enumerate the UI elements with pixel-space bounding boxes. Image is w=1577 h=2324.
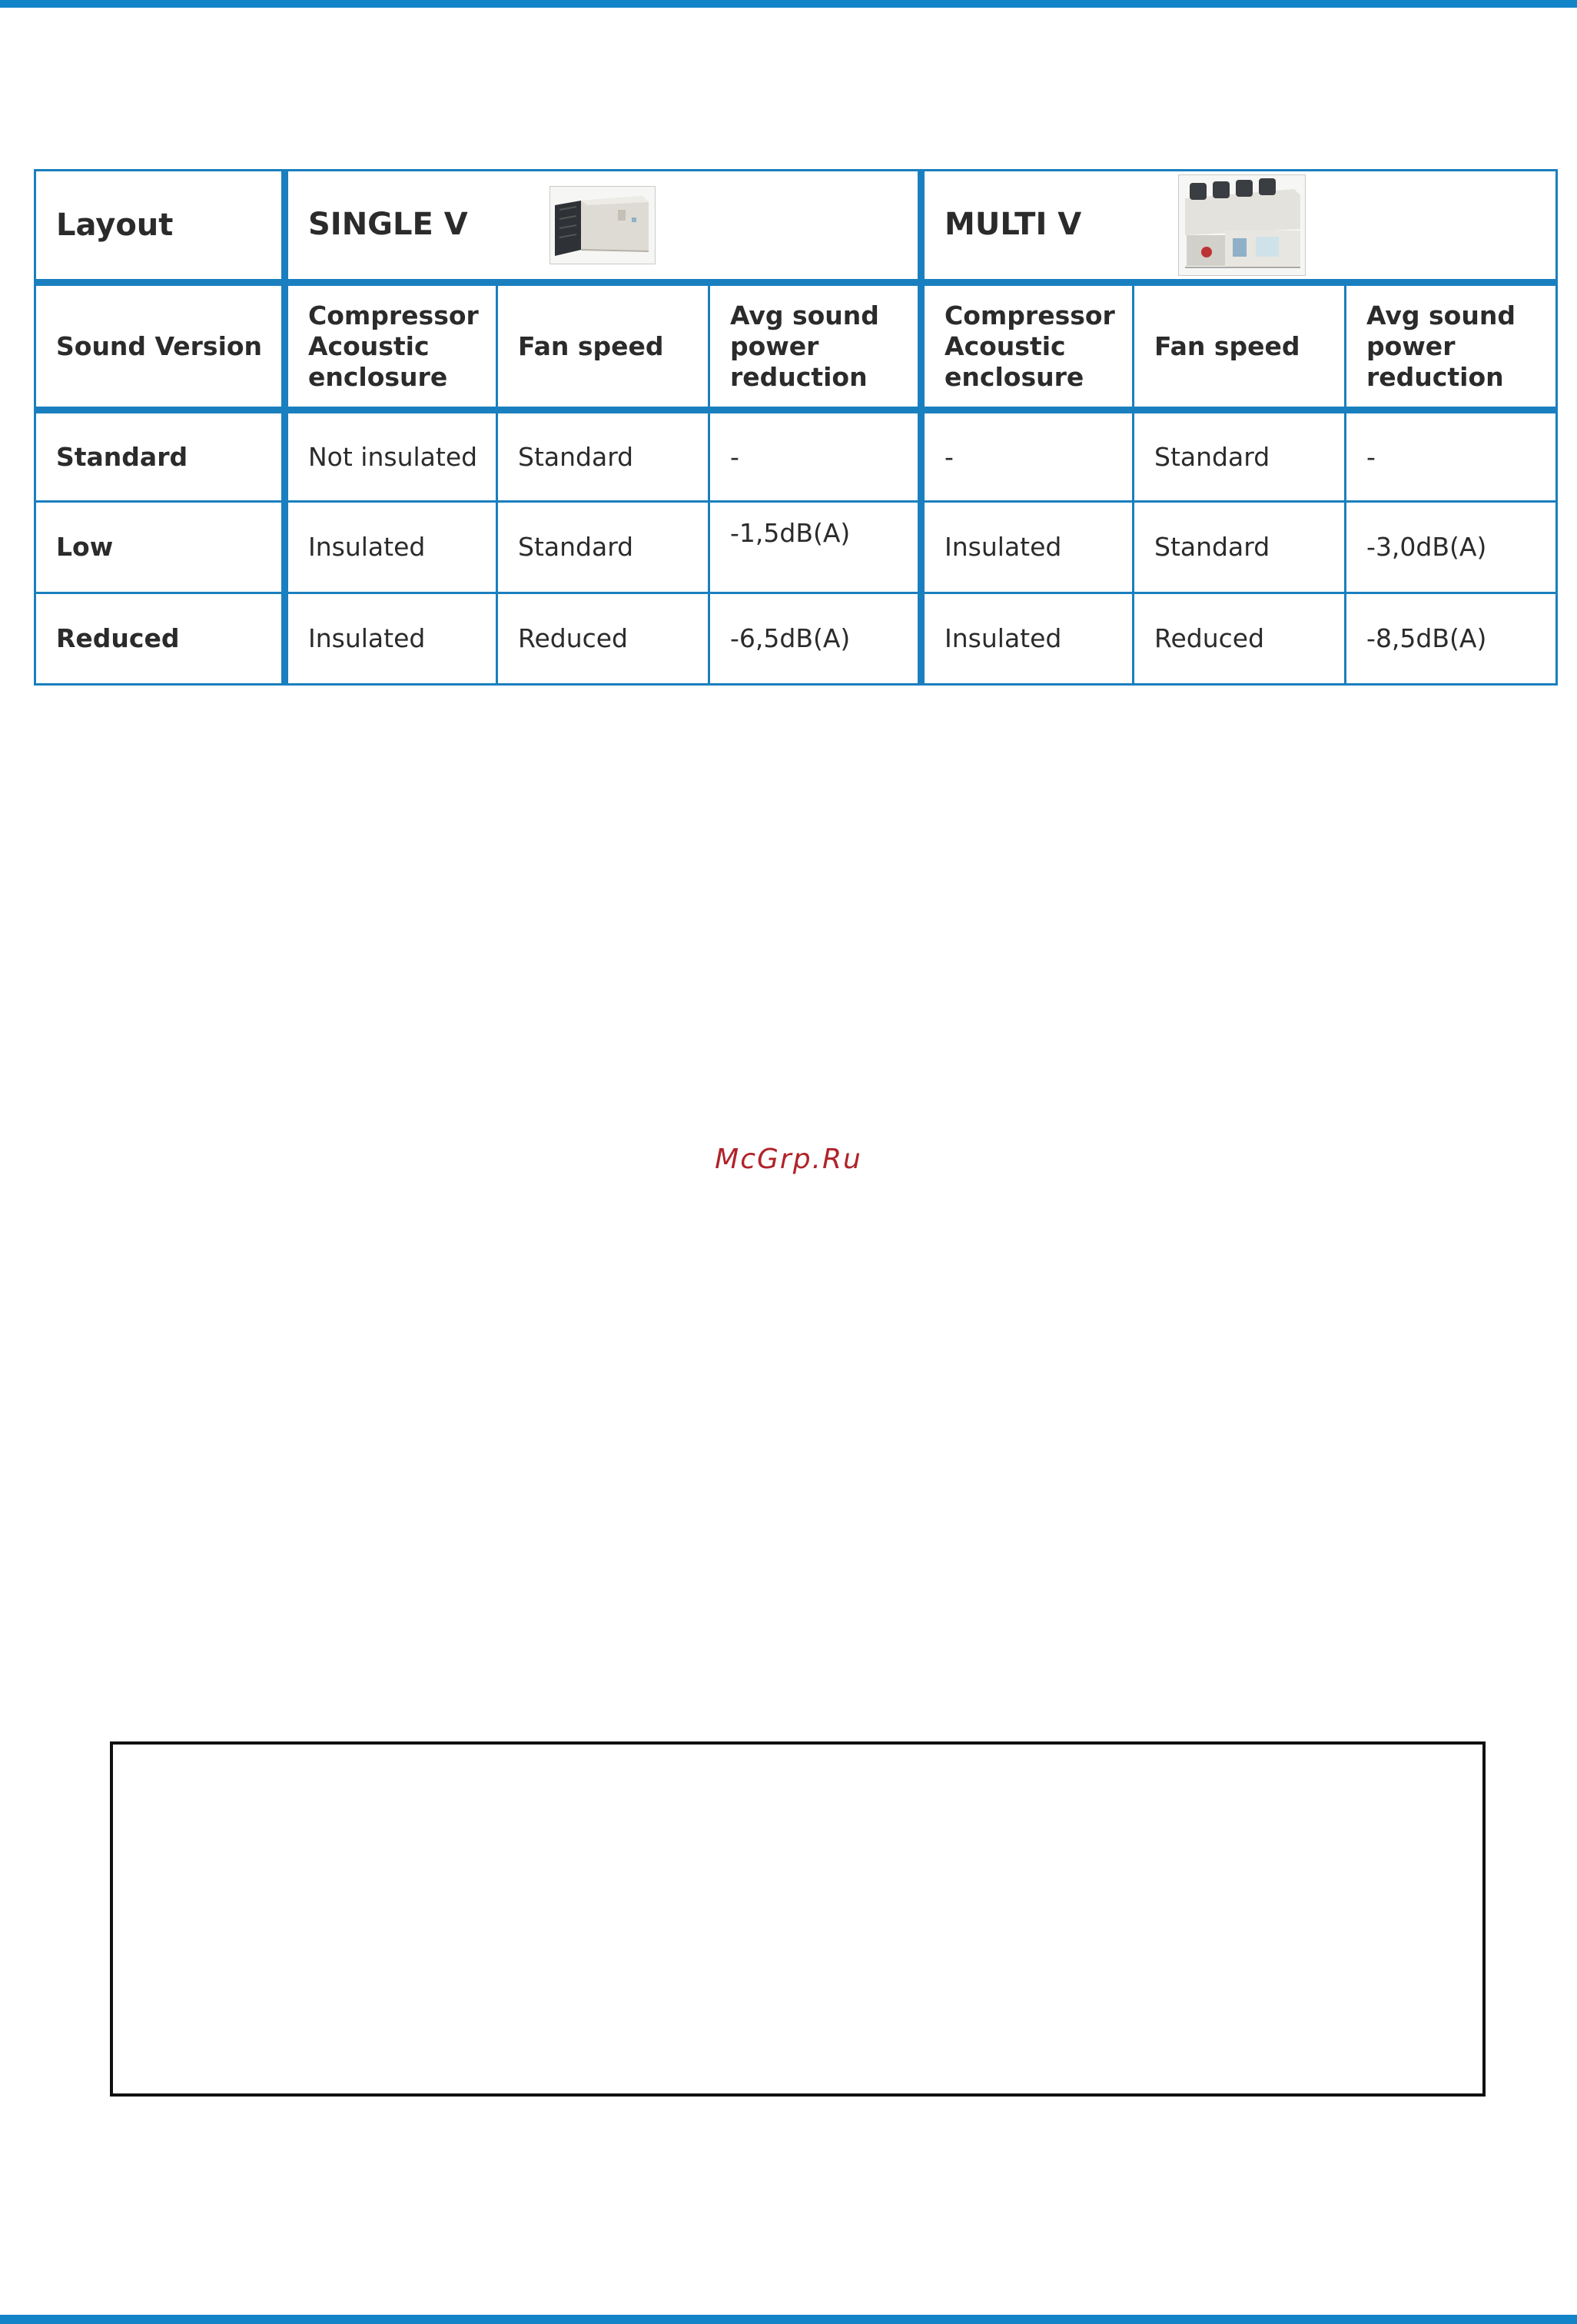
single-enclosure-cell: Insulated (285, 502, 497, 593)
single-fan-speed-cell: Standard (497, 410, 709, 502)
bottom-accent-bar (0, 2315, 1577, 2324)
single-header-fan-speed: Fan speed (497, 283, 709, 410)
layout-label: Layout (35, 171, 285, 283)
row-version: Standard (35, 410, 285, 502)
sound-version-table (34, 169, 1558, 686)
table-row (35, 593, 1557, 685)
single-header-enclosure: Compressor Acoustic enclosure (285, 283, 497, 410)
multi-reduction-cell: -8,5dB(A) (1346, 593, 1557, 685)
watermark-link[interactable]: McGrp.Ru (715, 1144, 862, 1175)
single-enclosure-cell: Not insulated (285, 410, 497, 502)
multi-header-enclosure: Compressor Acoustic enclosure (921, 283, 1134, 410)
multi-reduction-cell: - (1346, 410, 1557, 502)
chiller-unit-single-v-icon (549, 186, 656, 264)
multi-enclosure-cell: Insulated (921, 593, 1134, 685)
table-row (35, 410, 1557, 502)
multi-header-fan-speed: Fan speed (1134, 283, 1346, 410)
multi-reduction-cell: -3,0dB(A) (1346, 502, 1557, 593)
empty-frame (110, 1741, 1486, 2097)
layout-row (35, 171, 1557, 283)
single-header-reduction: Avg sound power reduction (709, 283, 921, 410)
single-enclosure-cell: Insulated (285, 593, 497, 685)
multi-fan-speed-cell: Standard (1134, 502, 1346, 593)
single-v-title: SINGLE V (308, 207, 468, 242)
row-version: Reduced (35, 593, 285, 685)
single-fan-speed-cell: Reduced (497, 593, 709, 685)
multi-enclosure-cell: Insulated (921, 502, 1134, 593)
multi-fan-speed-cell: Reduced (1134, 593, 1346, 685)
single-reduction-cell: -1,5dB(A) (709, 502, 921, 593)
single-v-header (285, 171, 921, 283)
multi-fan-speed-cell: Standard (1134, 410, 1346, 502)
single-reduction-cell: - (709, 410, 921, 502)
chiller-unit-multi-v-icon (1178, 174, 1306, 276)
table-row (35, 502, 1557, 593)
top-accent-bar (0, 0, 1577, 8)
multi-v-title: MULTI V (945, 207, 1082, 242)
multi-v-header (921, 171, 1557, 283)
row-version: Low (35, 502, 285, 593)
single-fan-speed-cell: Standard (497, 502, 709, 593)
sound-version-header-row (35, 283, 1557, 410)
single-reduction-cell: -6,5dB(A) (709, 593, 921, 685)
multi-header-reduction: Avg sound power reduction (1346, 283, 1557, 410)
multi-enclosure-cell: - (921, 410, 1134, 502)
sound-version-label: Sound Version (35, 283, 285, 410)
